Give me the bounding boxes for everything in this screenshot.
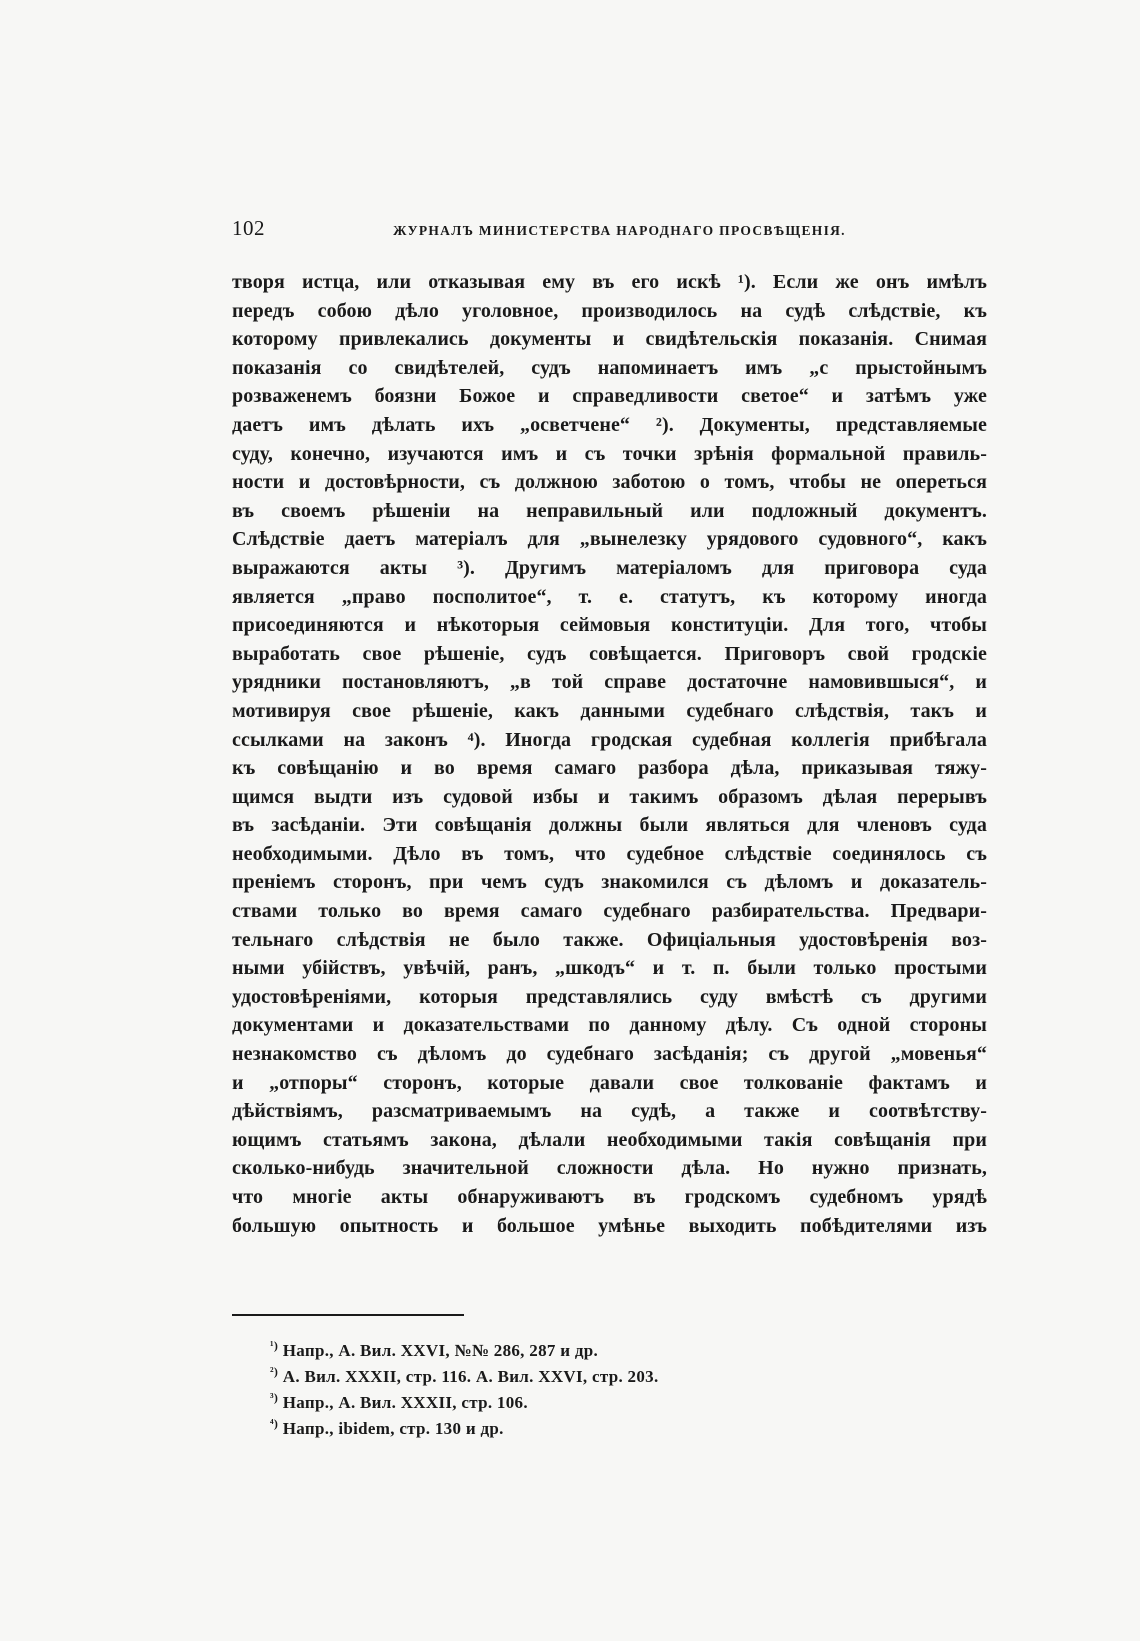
text-line: передъ собою дѣло уголовное, производилось на судѣ слѣдствіе, къ xyxy=(232,299,987,322)
text-line: большую опытность и большое умѣнье выходить побѣдителями изъ xyxy=(232,1214,987,1237)
text-line: тельнаго слѣдствія не было также. Офиціальныя удостовѣренія воз- xyxy=(232,928,987,951)
text-line: документами и доказательствами по данному дѣлу. Съ одной стороны xyxy=(232,1014,987,1037)
text-line: розваженемъ боязни Божое и справедливости светое“ и затѣмъ уже xyxy=(232,385,987,408)
footnote xyxy=(270,1390,870,1416)
text-line: которому привлекались документы и свидѣтельскія показанія. Снимая xyxy=(232,328,987,351)
text-line: незнакомство съ дѣломъ до судебнаго засѣданія; съ другой „мовенья“ xyxy=(232,1043,987,1066)
text-line: урядники постановляютъ, „в той справе достаточне намовившыся“, и xyxy=(232,671,987,694)
footnote-text: Напр., А. Вил. XXVI, №№ 286, 287 и др. xyxy=(282,1341,599,1360)
text-line: ности и достовѣрности, съ должною заботою о томъ, чтобы не опереться xyxy=(232,471,987,494)
running-title: ЖУРНАЛЪ МИНИСТЕРСТВА НАРОДНАГО ПРОСВѢЩЕНІЯ. xyxy=(393,223,846,238)
text-line: показанія со свидѣтелей, судъ напоминаетъ имъ „с прыстойнымъ xyxy=(232,356,987,379)
text-line: что многіе акты обнаруживаютъ въ гродскомъ судебномъ урядѣ xyxy=(232,1186,987,1208)
text-line: щимся выдти изъ судовой избы и такимъ образомъ дѣлая перерывъ xyxy=(232,785,987,808)
text-line: суду, конечно, изучаются имъ и съ точки зрѣнія формальной правиль- xyxy=(232,442,987,465)
text-line: даетъ имъ дѣлать ихъ „осветчене“ ²). Документы, представляемые xyxy=(232,413,987,436)
text-line: сколько-нибудь значительной сложности дѣла. Но нужно признать, xyxy=(232,1157,987,1180)
footnote-mark: ⁴) xyxy=(270,1416,279,1431)
footnote xyxy=(270,1364,870,1390)
text-line: мотивируя свое рѣшеніе, какъ данными судебнаго слѣдствія, такъ и xyxy=(232,699,987,722)
footnote-mark: ³) xyxy=(270,1390,279,1405)
footnote-mark: ²) xyxy=(270,1364,279,1379)
text-line: выражаются акты ³). Другимъ матеріаломъ для приговора суда xyxy=(232,556,987,579)
text-line: преніемъ сторонъ, при чемъ судъ знакомился съ дѣломъ и доказатель- xyxy=(232,871,987,894)
footnote-text: А. Вил. XXXII, стр. 116. А. Вил. XXVI, стр. 203. xyxy=(282,1367,659,1386)
text-line: присоединяются и нѣкоторыя сеймовыя конституціи. Для того, чтобы xyxy=(232,614,987,637)
text-line: ными убійствъ, увѣчій, ранъ, „шкодъ“ и т. п. были только простыми xyxy=(232,957,987,980)
text-line: въ своемъ рѣшеніи на неправильный или подложный документъ. xyxy=(232,499,987,522)
text-line: ссылками на законъ ⁴). Иногда гродская судебная коллегія прибѣгала xyxy=(232,728,987,751)
text-line: ющимъ статьямъ закона, дѣлали необходимыми такія совѣщанія при xyxy=(232,1128,987,1151)
footnotes xyxy=(270,1338,870,1442)
text-line: къ совѣщанію и во время самаго разбора дѣла, приказывая тяжу- xyxy=(232,757,987,780)
text-line: необходимыми. Дѣло въ томъ, что судебное слѣдствіе соединялось съ xyxy=(232,842,987,865)
page-header xyxy=(232,216,987,241)
text-line: является „право посполитое“, т. е. статутъ, къ которому иногда xyxy=(232,585,987,608)
footnote-text: Напр., ibidem, стр. 130 и др. xyxy=(282,1419,504,1438)
text-line: и „отпоры“ сторонъ, которые давали свое толкованіе фактамъ и xyxy=(232,1071,987,1094)
text-line: въ засѣданіи. Эти совѣщанія должны были являться для членовъ суда xyxy=(232,814,987,837)
body-text xyxy=(232,268,987,1240)
text-line: Слѣдствіе даетъ матеріалъ для „вынелезку урядового судовного“, какъ xyxy=(232,528,987,551)
footnote xyxy=(270,1338,870,1364)
footnote-separator xyxy=(232,1314,464,1316)
footnote-text: Напр., А. Вил. XXXII, стр. 106. xyxy=(282,1393,528,1412)
footnote-mark: ¹) xyxy=(270,1338,279,1353)
text-line: ствами только во время самаго судебнаго разбирательства. Предвари- xyxy=(232,900,987,923)
page-number: 102 xyxy=(232,216,265,240)
text-line: творя истца, или отказывая ему въ его искѣ ¹). Если же онъ имѣлъ xyxy=(232,271,987,293)
text-line: выработать свое рѣшеніе, судъ совѣщается. Приговоръ свой гродскіе xyxy=(232,642,987,665)
footnote xyxy=(270,1416,870,1442)
text-line: дѣйствіямъ, разсматриваемымъ на судѣ, а также и соотвѣтству- xyxy=(232,1100,987,1123)
text-line: удостовѣреніями, которыя представлялись суду вмѣстѣ съ другими xyxy=(232,985,987,1008)
